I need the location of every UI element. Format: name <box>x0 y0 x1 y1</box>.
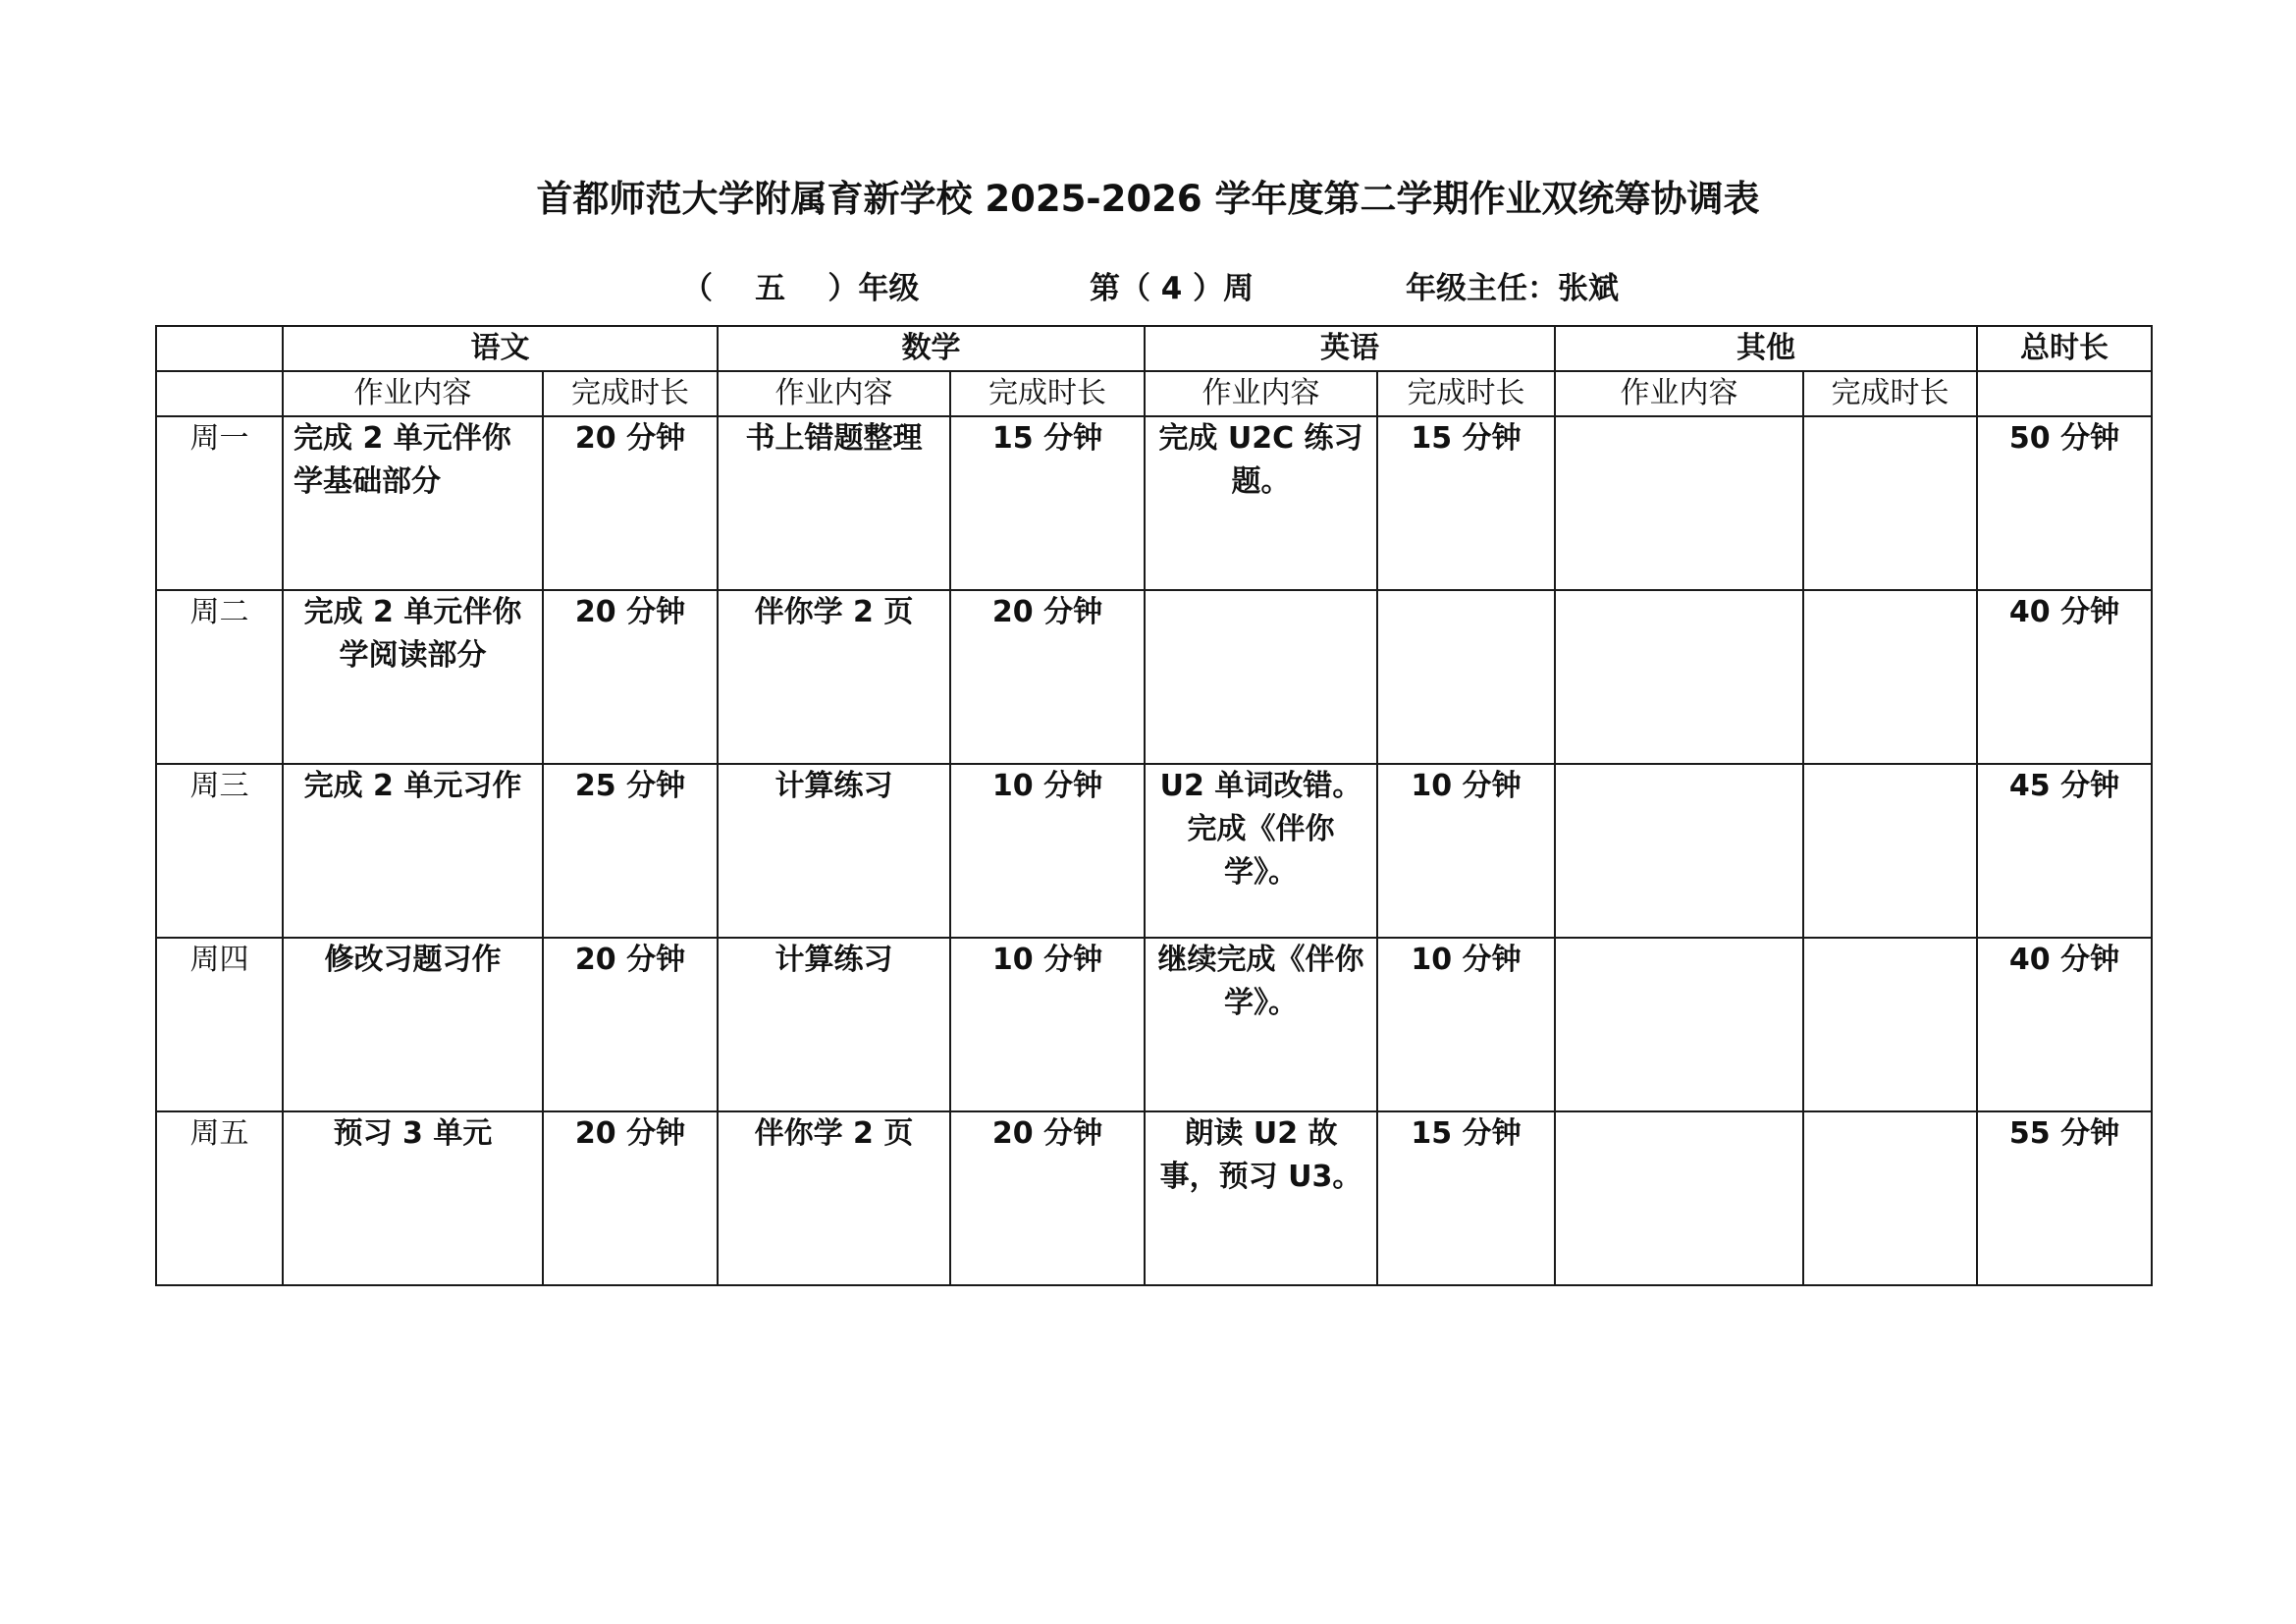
math-content-cell <box>718 590 950 764</box>
math-time: 10 分钟 <box>950 938 1145 1111</box>
corner-cell <box>156 371 283 416</box>
chinese-content: 完成 2 单元习作 <box>303 769 522 803</box>
other-time <box>1803 416 1977 590</box>
english-content-cell <box>1145 764 1377 938</box>
table-row <box>156 938 2152 1111</box>
math-content: 计算练习 <box>774 943 893 977</box>
math-content-cell <box>718 1111 950 1285</box>
chinese-content-cell <box>283 1111 543 1285</box>
chinese-content-cell <box>283 764 543 938</box>
math-content: 伴你学 2 页 <box>754 595 914 629</box>
math-time: 10 分钟 <box>950 764 1145 938</box>
other-content <box>1555 416 1803 590</box>
math-content: 计算练习 <box>774 769 893 803</box>
duration-header: 完成时长 <box>1803 371 1977 416</box>
other-content <box>1555 764 1803 938</box>
table-row <box>156 416 2152 590</box>
math-content-cell <box>718 416 950 590</box>
chinese-content: 完成 2 单元伴你学基础部分 <box>294 421 511 499</box>
content-header: 作业内容 <box>283 371 543 416</box>
total-time: 45 分钟 <box>1977 764 2152 938</box>
english-content-cell <box>1145 590 1377 764</box>
subject-header-math: 数学 <box>718 326 1145 371</box>
english-time: 10 分钟 <box>1377 764 1555 938</box>
content-header: 作业内容 <box>718 371 950 416</box>
chinese-content-cell <box>283 590 543 764</box>
english-time: 10 分钟 <box>1377 938 1555 1111</box>
subject-header-english: 英语 <box>1145 326 1555 371</box>
total-time: 40 分钟 <box>1977 590 2152 764</box>
math-time: 20 分钟 <box>950 1111 1145 1285</box>
column-header-row <box>156 371 2152 416</box>
english-content-cell <box>1145 416 1377 590</box>
english-content-cell <box>1145 938 1377 1111</box>
content-header: 作业内容 <box>1555 371 1803 416</box>
day-label: 周三 <box>156 764 283 938</box>
math-time: 20 分钟 <box>950 590 1145 764</box>
total-time: 50 分钟 <box>1977 416 2152 590</box>
english-content: 完成 U2C 练习题。 <box>1158 421 1363 499</box>
english-time <box>1377 590 1555 764</box>
duration-header: 完成时长 <box>1377 371 1555 416</box>
english-content: 继续完成《伴你学》。 <box>1157 943 1364 1020</box>
chinese-time: 20 分钟 <box>543 938 718 1111</box>
chinese-content-cell <box>283 938 543 1111</box>
other-content <box>1555 590 1803 764</box>
homework-table <box>155 325 2153 1286</box>
subject-header-other: 其他 <box>1555 326 1977 371</box>
other-time <box>1803 764 1977 938</box>
other-content <box>1555 1111 1803 1285</box>
math-content: 伴你学 2 页 <box>754 1116 914 1151</box>
duration-header: 完成时长 <box>950 371 1145 416</box>
duration-header: 完成时长 <box>543 371 718 416</box>
math-time: 15 分钟 <box>950 416 1145 590</box>
corner-cell <box>156 326 283 371</box>
head-teacher-label: 年级主任：张斌 <box>1406 271 1619 306</box>
total-time: 55 分钟 <box>1977 1111 2152 1285</box>
subject-header-row <box>156 326 2152 371</box>
english-content-cell <box>1145 1111 1377 1285</box>
english-time: 15 分钟 <box>1377 416 1555 590</box>
chinese-time: 25 分钟 <box>543 764 718 938</box>
chinese-time: 20 分钟 <box>543 416 718 590</box>
other-time <box>1803 1111 1977 1285</box>
chinese-content: 预习 3 单元 <box>333 1116 493 1151</box>
math-content-cell <box>718 764 950 938</box>
total-header-blank <box>1977 371 2152 416</box>
english-time: 15 分钟 <box>1377 1111 1555 1285</box>
content-header: 作业内容 <box>1145 371 1377 416</box>
other-time <box>1803 590 1977 764</box>
table-row <box>156 590 2152 764</box>
chinese-time: 20 分钟 <box>543 1111 718 1285</box>
subject-header-chinese: 语文 <box>283 326 718 371</box>
english-content: 朗读 U2 故事，预习 U3。 <box>1159 1116 1362 1194</box>
chinese-content: 完成 2 单元伴你学阅读部分 <box>303 595 522 673</box>
day-label: 周二 <box>156 590 283 764</box>
chinese-time: 20 分钟 <box>543 590 718 764</box>
other-content <box>1555 938 1803 1111</box>
page-title: 首都师范大学附属育新学校 2025-2026 学年度第二学期作业双统筹协调表 <box>536 178 1760 220</box>
day-label: 周四 <box>156 938 283 1111</box>
english-content: U2 单词改错。完成《伴你学》。 <box>1159 769 1362 890</box>
day-label: 周一 <box>156 416 283 590</box>
math-content: 书上错题整理 <box>745 421 923 456</box>
total-time: 40 分钟 <box>1977 938 2152 1111</box>
table-row <box>156 764 2152 938</box>
grade-label: （ 五 ）年级 <box>682 271 920 306</box>
chinese-content-cell <box>283 416 543 590</box>
table-row <box>156 1111 2152 1285</box>
chinese-content: 修改习题习作 <box>324 943 502 977</box>
day-label: 周五 <box>156 1111 283 1285</box>
math-content-cell <box>718 938 950 1111</box>
week-label: 第（ 4 ）周 <box>1090 271 1255 306</box>
other-time <box>1803 938 1977 1111</box>
total-header: 总时长 <box>1977 326 2152 371</box>
